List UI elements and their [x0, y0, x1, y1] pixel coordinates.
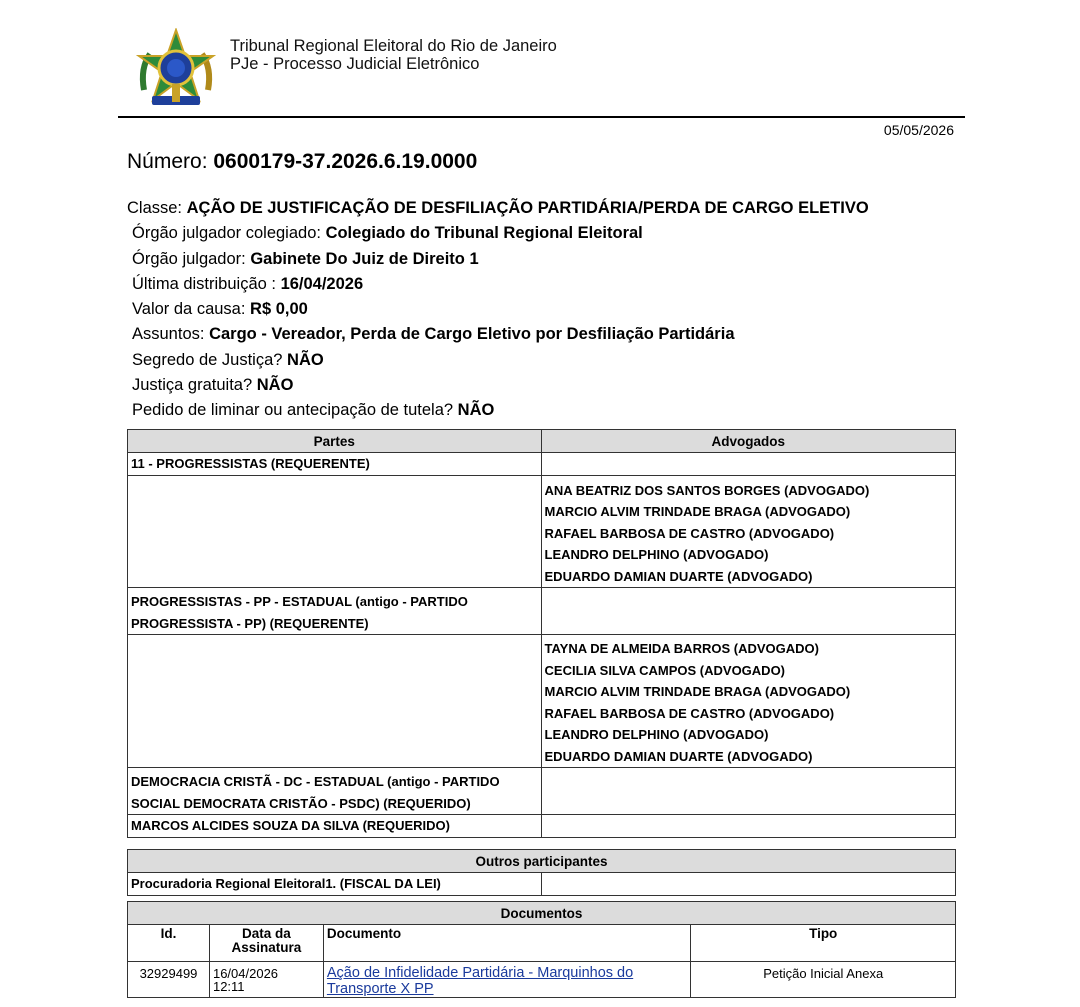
table-row: [128, 588, 956, 635]
info-value: NÃO: [256, 376, 294, 395]
table-header-row: [128, 902, 956, 925]
advogado-item: ANA BEATRIZ DOS SANTOS BORGES (ADVOGADO): [544, 482, 870, 498]
advogados-cell: [541, 635, 955, 768]
advogados-cell: [541, 588, 955, 635]
process-number-label: Número:: [127, 150, 208, 173]
documentos-table: [127, 901, 956, 998]
info-label: Órgão julgador:: [132, 249, 246, 268]
parte-cell: 11 - PROGRESSISTAS (REQUERENTE): [128, 453, 542, 476]
doc-tipo-cell: Petição Inicial Anexa: [691, 962, 956, 998]
court-name: Tribunal Regional Eleitoral do Rio de Janeiro: [230, 37, 557, 55]
info-label: Pedido de liminar ou antecipação de tutela?: [132, 401, 454, 420]
doc-date-cell: [209, 962, 323, 998]
column-header-data: Data da Assinatura: [209, 925, 323, 962]
process-number: [127, 150, 477, 174]
info-ultima-distribuicao: [127, 272, 869, 297]
parte-line: DEMOCRACIA CRISTÃ - DC - ESTADUAL (antigo - PARTIDO: [131, 774, 500, 789]
parte-cell: MARCOS ALCIDES SOUZA DA SILVA (REQUERIDO): [128, 815, 542, 838]
info-valor-causa: [127, 297, 869, 322]
advogado-item: RAFAEL BARBOSA DE CASTRO (ADVOGADO): [544, 705, 835, 721]
advogados-cell: [541, 475, 955, 588]
advogado-item: CECILIA SILVA CAMPOS (ADVOGADO): [544, 662, 786, 678]
outros-participantes-table: [127, 849, 956, 896]
doc-time: 12:11: [212, 979, 245, 994]
info-orgao-julgador: [127, 247, 869, 272]
empty-cell: [541, 873, 955, 896]
parte-cell: [128, 588, 542, 635]
info-label: Última distribuição :: [132, 274, 276, 293]
info-value: NÃO: [287, 350, 324, 369]
page-header: [230, 37, 557, 73]
doc-date: 16/04/2026: [212, 966, 279, 981]
partes-table: [127, 429, 956, 838]
parte-cell: [128, 475, 542, 588]
info-label: Segredo de Justiça?: [132, 350, 283, 369]
advogado-item: RAFAEL BARBOSA DE CASTRO (ADVOGADO): [544, 525, 835, 541]
info-justica-gratuita: [127, 373, 869, 398]
info-label: Órgão julgador colegiado:: [132, 224, 321, 243]
table-row: [128, 475, 956, 588]
table-row: [128, 815, 956, 838]
info-classe: [127, 196, 869, 221]
parte-line: PROGRESSISTAS - PP - ESTADUAL (antigo - PARTIDO: [131, 594, 468, 609]
doc-name-cell: [323, 962, 690, 998]
process-info: [127, 196, 869, 424]
process-number-value: 0600179-37.2026.6.19.0000: [213, 150, 478, 173]
info-value: Cargo - Vereador, Perda de Cargo Eletivo por Desfiliação Partidária: [209, 325, 735, 344]
table-header-row: [128, 430, 956, 453]
parte-line: SOCIAL DEMOCRATA CRISTÃO - PSDC) (REQUERIDO): [131, 795, 471, 811]
table-row: [128, 635, 956, 768]
documentos-header: Documentos: [128, 902, 956, 925]
info-value: AÇÃO DE JUSTIFICAÇÃO DE DESFILIAÇÃO PARTIDÁRIA/PERDA DE CARGO ELETIVO: [186, 199, 869, 217]
column-header-documento: Documento: [323, 925, 690, 962]
parte-cell: [128, 635, 542, 768]
column-header-id: Id.: [128, 925, 210, 962]
document-link[interactable]: Ação de Infidelidade Partidária - Marquinhos do Transporte X PP: [326, 965, 634, 997]
advogado-item: MARCIO ALVIM TRINDADE BRAGA (ADVOGADO): [544, 504, 851, 519]
table-subheader-row: [128, 925, 956, 962]
advogado-item: TAYNA DE ALMEIDA BARROS (ADVOGADO): [544, 641, 819, 656]
table-row: [128, 873, 956, 896]
advogados-cell: [541, 453, 955, 476]
info-label: Classe:: [127, 199, 183, 217]
info-segredo: [127, 348, 869, 373]
table-row: [128, 962, 956, 998]
advogados-cell: [541, 815, 955, 838]
table-row: [128, 768, 956, 815]
brazil-coat-of-arms-icon: [136, 28, 216, 114]
info-orgao-colegiado: [127, 221, 869, 246]
info-label: Valor da causa:: [132, 300, 246, 319]
system-name: PJe - Processo Judicial Eletrônico: [230, 55, 480, 73]
advogado-item: LEANDRO DELPHINO (ADVOGADO): [544, 727, 769, 742]
table-row: [128, 453, 956, 476]
info-value: R$ 0,00: [250, 300, 308, 319]
table-header-row: [128, 850, 956, 873]
advogado-item: EDUARDO DAMIAN DUARTE (ADVOGADO): [544, 568, 813, 584]
doc-id-cell: 32929499: [128, 962, 210, 998]
document-date: 05/05/2026: [883, 122, 954, 138]
info-pedido-liminar: [127, 398, 869, 423]
info-value: 16/04/2026: [280, 274, 364, 293]
outros-header: Outros participantes: [128, 850, 956, 873]
advogado-item: MARCIO ALVIM TRINDADE BRAGA (ADVOGADO): [544, 684, 851, 699]
advogado-item: LEANDRO DELPHINO (ADVOGADO): [544, 547, 769, 562]
info-label: Justiça gratuita?: [132, 376, 253, 395]
participante-cell: Procuradoria Regional Eleitoral1. (FISCAL DA LEI): [128, 873, 542, 896]
info-label: Assuntos:: [132, 325, 205, 344]
info-value: Gabinete Do Juiz de Direito 1: [250, 249, 479, 268]
column-header-partes: Partes: [128, 430, 542, 453]
advogado-item: EDUARDO DAMIAN DUARTE (ADVOGADO): [544, 748, 813, 764]
info-assuntos: [127, 322, 869, 347]
parte-line: PROGRESSISTA - PP) (REQUERENTE): [131, 615, 369, 631]
info-value: Colegiado do Tribunal Regional Eleitoral: [325, 224, 643, 243]
header-divider: [118, 116, 965, 118]
column-header-tipo: Tipo: [691, 925, 956, 962]
column-header-advogados: Advogados: [541, 430, 955, 453]
parte-cell: [128, 768, 542, 815]
advogados-cell: [541, 768, 955, 815]
info-value: NÃO: [457, 401, 495, 420]
